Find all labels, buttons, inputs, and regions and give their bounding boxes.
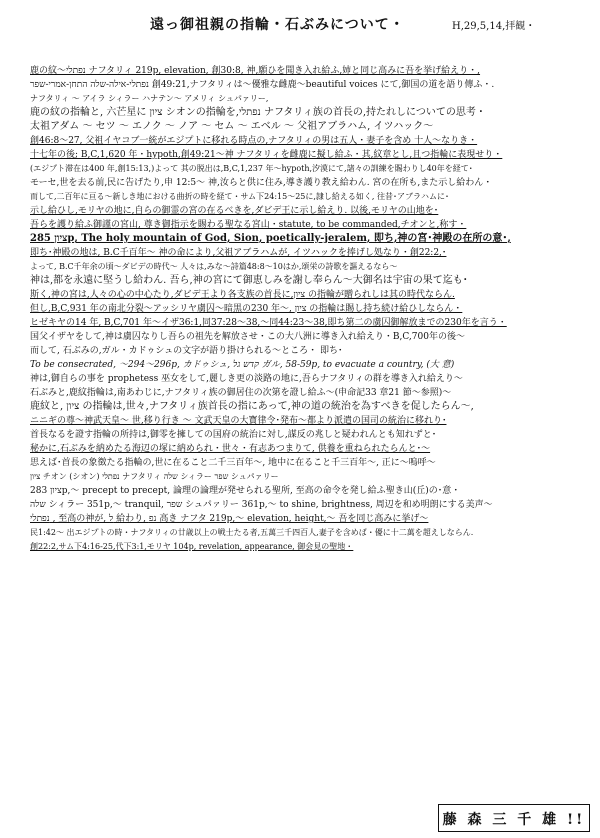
text-line: 但し,B,C,931 年の南北分裂～アッシリヤ虜囚～暗黒の230 年～, ציון の指輪は賜し持ち続け給ひしならん・ — [30, 304, 463, 314]
text-line: 而して, 石ぶみの,ガル・カドゥシュの文字が語り掛けられる～ところ・ 即ち･ — [30, 346, 343, 356]
signature: 藤 森 三 千 雄 !! — [442, 812, 586, 828]
text-line: 鹿紋と, ציון の指輪は,世々,ナフタリィ族首長の指にあって,神の道の統治を為すべきを促したらん～, — [30, 401, 474, 412]
text-line: ヒゼキヤの14 年, B,C,701 年～イザ36:1,同37:28～38,～同44:23～38,即ち第二の虜囚御解放までの230年を言う・ — [30, 318, 507, 328]
text-line: 国父イザヤをして,神は虜囚なりし吾らの祖先を解放させ・この大八洲に導き入れ給えり・B,C,700年の後～ — [30, 332, 465, 342]
date-stamp: H,29,5,14,拝観・ — [452, 21, 536, 32]
text-line: 鹿の紋～נפתלי ナフタリィ 219p, elevation, 創30:8, 神,願ひを聞き入れ給ふ,姉と同じ高みに吾を挙げ給えり・, — [30, 66, 481, 76]
text-line: 民1:42～ 出エジプトの時・ナフタリィの廿歳以上の戦士たる者,五萬三千四百人,妻子を含めば・優に十二萬を超えしならん. — [30, 528, 474, 537]
text-line: 創22:2,サム下4:16-25,代下3:1,モリヤ 104p, revelation, appearance, 御会見の聖地・ — [30, 542, 354, 551]
text-line: To be consecrated, ～294～296p, カドゥシュ, קדש גל ガル, 58-59p, to evacuate a country, (大 意) — [30, 360, 455, 370]
signature-box — [438, 804, 590, 832]
text-line: נפתלי , 至高の神が, ל 給わり, נפ 高き ナフタ 219p,～ elevation, height,～ 吾を同じ高みに挙げ～ — [30, 514, 429, 524]
text-line: ציון 285p, The holy mountain of God, Sion, poetically-jeralem, 即ち,神の宮･神殿の在所の意･, — [30, 233, 511, 244]
text-line: 太祖アダム ～ セツ ～ エノク ～ ノア ～ セム ～ エベル ～ 父祖アブラハム, イツハック～ — [30, 121, 434, 132]
text-line: 吾らを護り給ふ御謹の宮山, 尊き御指示を賜わる聖なる宮山・statute, to be commanded,チオンと,称す・ — [30, 220, 467, 230]
text-line: נפתלי-אילה-שלה התחן-אמרי-שפר 創49:21,ナフタリィは～優雅な雌鹿～beautiful voices にて,御国の道を語り傳ふ・. — [30, 80, 495, 90]
text-line: よって, B.C千年余の頃～ダビデの時代～ 人々は,みな～詩篇48:8～10はか,頌栄の詩歌を謳えるなら～ — [30, 262, 398, 271]
text-line: 石ぶみと,鹿紋指輪は,南あわじに,ナフタリィ族の御居住の次第を證し給ふ～(申命記33 章21 節～参照)～ — [30, 388, 452, 398]
document-body — [30, 64, 582, 554]
text-line: ציון チオン (シオン) נפתלי ナフタリィ שלה シィラー שפר シュパァリー — [30, 472, 279, 481]
text-line: 神は,都を永遠に堅うし給わん. 吾ら,神の宮にて御恵しみを謝し奉らん～大御名は宇宙の果て迄も･ — [30, 275, 468, 286]
text-line: 示し給ひし,モリヤの地に,自らの御霊の宮の在るべきを,ダビデ王に示し給えり. 以後,モリヤの山地を･ — [30, 206, 439, 216]
title-row — [0, 14, 600, 36]
text-line: 鹿の紋の指輪と, 六芒星に ציון シオンの指輪を,נפתלי ナフタリィ族の首長の,持たれしについての思考・ — [30, 107, 486, 118]
text-line: ニニギの尊～神武天皇～ 世,移り行き ～ 文武天皇の大寳律令･発布～都より派遣の国司の統治に移れり･ — [30, 416, 447, 426]
text-line: ציון 283p,～ precept to precept, 論理の論理が発せられる聖所, 至高の命令を発し給ふ聖き山(丘)の･意・ — [30, 486, 461, 496]
text-line: 而して,二百年に亘る～新しき地における曲折の時を経て・サム下24:15～25に,隷し給える如く, 往昔･アブラハムに･ — [30, 192, 450, 201]
text-line: 神は,御自らの事を prophetess 巫女をして,麗しき更の淡路の地に,吾らナフタリィの群を導き入れ給えり～ — [30, 374, 463, 384]
text-line: 斯く,神の宮は,人々の心の中心たり,ダビデ王より各支族の首長に,ציון の指輪が贈られしは其の時代ならん. — [30, 290, 455, 300]
text-line: 即ち･神殿の地は, B.C千百年～ 神の命により,父祖アブラハムが, イツハックを捧げし処なり・創22:2,･ — [30, 248, 447, 258]
text-line: モーセ,世を去る前,民に告げたり,申 12:5～ 神,汝らと供に住み,導き護り教え給わん. 宮の在所も,また示し給わん・ — [30, 178, 493, 188]
text-line: שלה シィラー 351p,～ tranquil, שפר シュパァリー 361p,～ to shine, brightness, 周辺を和め明朗にする美声～ — [30, 500, 493, 510]
text-line: 創46:8～27, 父祖イヤコブ一統がエジプトに移れる時点の,ナフタリィの男は五人・妻子を含め 十人～なりき・ — [30, 136, 478, 146]
text-line: 首長なるを證す指輪の所持は,御零を擁しての国府の統治に対し,謀反の兆しと疑われんとも知れずと･ — [30, 430, 437, 440]
text-line: 思えば･首長の象徴たる指輪の,世に在ること二千三百年～, 地中に在ること千三百年～, 正に～嗚呼～ — [30, 458, 436, 468]
page-title: 遠っ御祖親の指輪・石ぶみについて・ — [150, 17, 405, 33]
text-line: 秘かに,石ぶみを納めたる海辺の塚に納められ・世々・有志あつまりて, 供養を重ねられたらんと･～ — [30, 444, 431, 454]
text-line: ナフタリィ ～ アイラ シィラー ハナテン～ アメリィ シュパァリー, — [30, 94, 269, 103]
text-line: (エジプト滞在は400 年,創15:13,)よって 其の脱出は,B,C,1,237 年～hypoth,汐漠にて,諸々の訓練を賜わりし40年を経て･ — [30, 164, 473, 173]
text-line: 十七年の後; B,C,1,620 年・hypoth,創49:21～神 ナフタリィを雌鹿に擬し給ふ・其,紋章とし,且つ指輪に表現せり・ — [30, 150, 503, 160]
